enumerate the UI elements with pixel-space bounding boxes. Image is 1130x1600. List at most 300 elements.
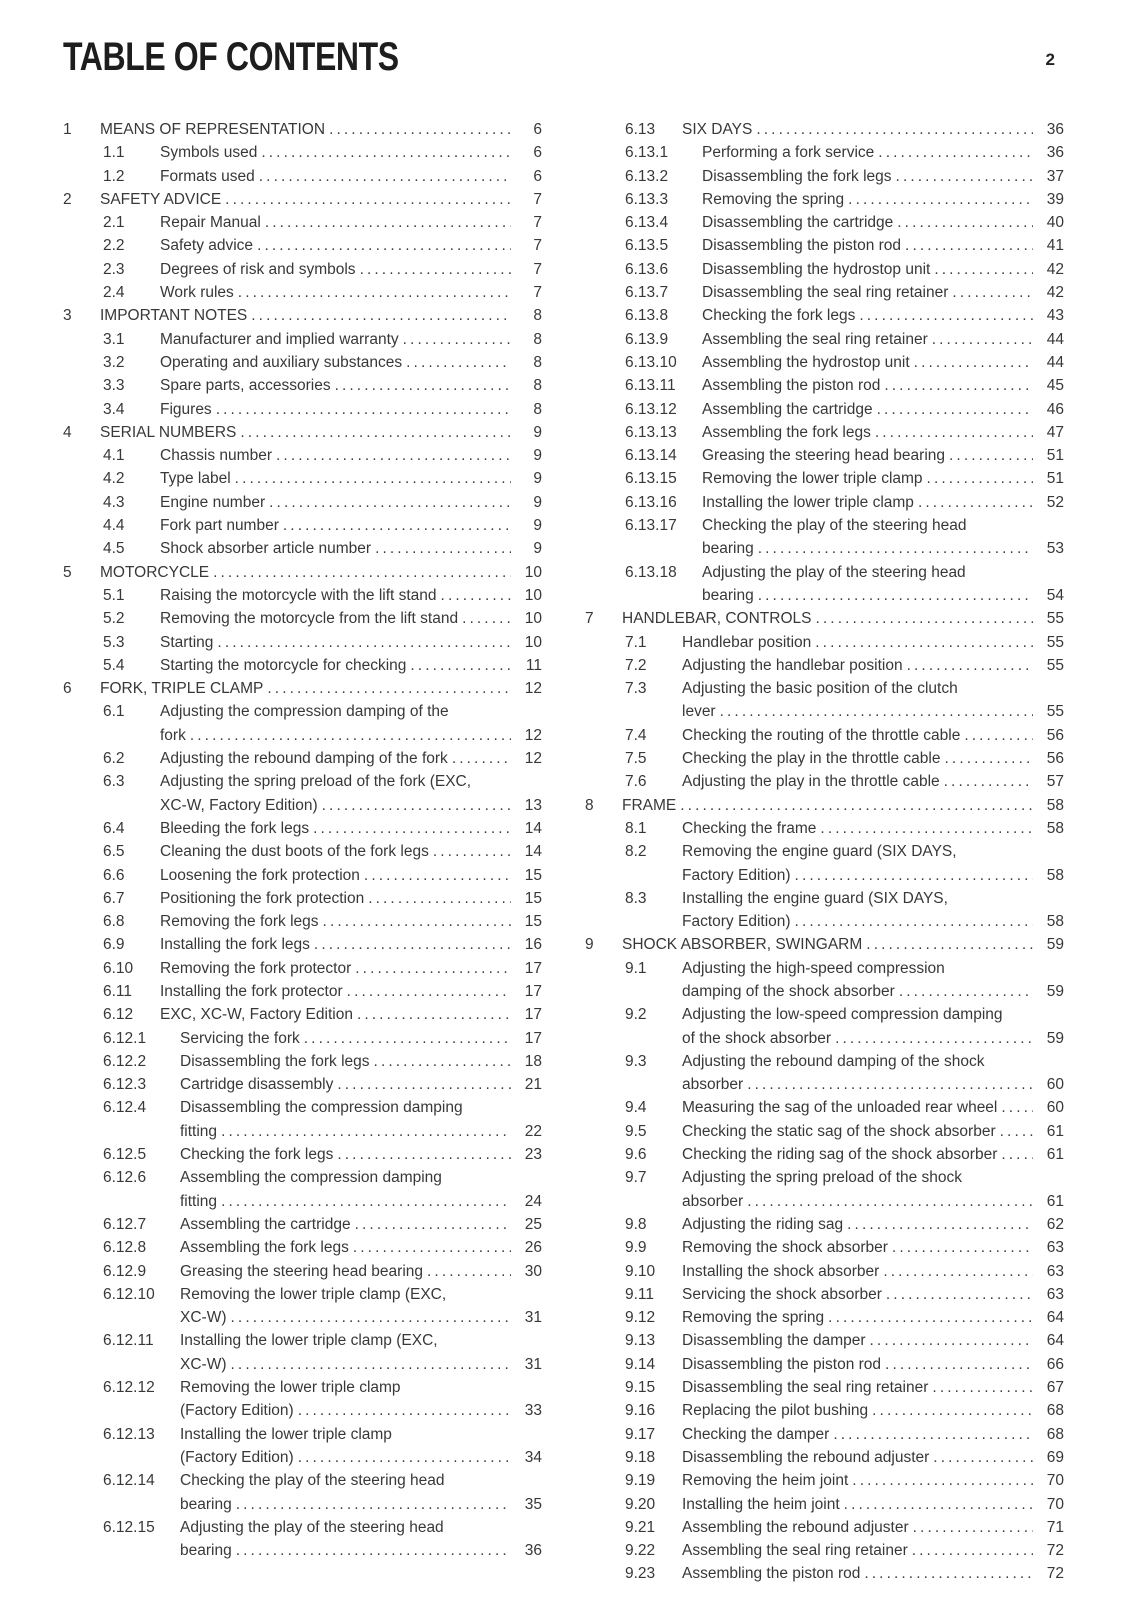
toc-entry-number: 6.12.8 <box>103 1239 147 1257</box>
toc-entry-title: Performing a fork service <box>702 144 875 162</box>
toc-entry-content <box>682 1306 1064 1329</box>
toc-entry <box>103 1283 542 1330</box>
toc-entry <box>103 747 542 770</box>
toc-entry <box>103 398 542 421</box>
toc-entry <box>625 258 1064 281</box>
dot-leader <box>240 421 511 444</box>
toc-entry-content <box>682 770 1064 793</box>
toc-entry-content <box>160 933 542 956</box>
toc-entry-page: 64 <box>1046 1332 1064 1350</box>
toc-entry-last-line <box>160 444 542 467</box>
toc-entry-last-line <box>682 1469 1064 1492</box>
toc-entry-title-wrap: Assembling the compression damping <box>180 1169 442 1187</box>
toc-entry <box>625 398 1064 421</box>
toc-entry-page: 7 <box>533 284 542 302</box>
toc-entry-content <box>682 1399 1064 1422</box>
toc-entry-title: Adjusting the handlebar position <box>682 656 903 674</box>
toc-entry-last-line <box>160 234 542 257</box>
toc-entry-page: 10 <box>524 610 542 628</box>
toc-entry-content <box>682 1469 1064 1492</box>
toc-entry-title-wrap: Removing the lower triple clamp (EXC, <box>180 1285 447 1303</box>
dot-leader <box>335 374 511 397</box>
toc-entry-page: 10 <box>524 563 542 581</box>
dot-leader <box>870 1329 1033 1352</box>
toc-entry-last-line <box>160 980 542 1003</box>
toc-entry-last-line <box>682 700 1064 723</box>
toc-entry-number: 6.13.2 <box>625 167 669 185</box>
toc-entry-content <box>702 444 1064 467</box>
toc-entry-last-line <box>702 328 1064 351</box>
toc-entry-page: 47 <box>1046 423 1064 441</box>
toc-entry-title: Checking the riding sag of the shock absorber <box>682 1146 998 1164</box>
toc-entry-number: 5.2 <box>103 610 125 628</box>
toc-entry-number: 6.13.7 <box>625 284 669 302</box>
dot-leader <box>337 1143 511 1166</box>
toc-entry-last-line <box>180 1260 542 1283</box>
toc-entry-title: IMPORTANT NOTES <box>100 307 248 325</box>
dot-leader <box>680 794 1033 817</box>
toc-entry-title: Positioning the fork protection <box>160 889 365 907</box>
toc-entry-page: 12 <box>524 726 542 744</box>
toc-entry-last-line <box>180 1073 542 1096</box>
toc-entry-content <box>702 328 1064 351</box>
dot-leader <box>217 631 511 654</box>
toc-entry <box>625 1493 1064 1516</box>
toc-entry <box>625 1399 1064 1422</box>
toc-entry-content <box>682 1562 1064 1585</box>
toc-entry-last-line <box>160 141 542 164</box>
toc-entry-number: 9.17 <box>625 1425 656 1443</box>
toc-entry-title-wrap: Installing the lower triple clamp (EXC, <box>180 1332 438 1350</box>
toc-entry-number: 9.23 <box>625 1565 656 1583</box>
dot-leader <box>932 328 1033 351</box>
dot-leader <box>314 933 511 956</box>
toc-entry-title-wrap: Checking the play of the steering head <box>180 1472 445 1490</box>
toc-entry <box>625 817 1064 840</box>
toc-entry-last-line <box>682 1329 1064 1352</box>
toc-entry-last-line <box>180 1050 542 1073</box>
toc-entry <box>63 421 542 444</box>
toc-entry-number: 7.1 <box>625 633 647 651</box>
toc-entry-page: 8 <box>533 400 542 418</box>
toc-entry-page: 7 <box>533 237 542 255</box>
toc-entry-title: Assembling the hydrostop unit <box>702 353 910 371</box>
toc-entry <box>103 141 542 164</box>
toc-entry <box>625 1260 1064 1283</box>
toc-entry-last-line <box>702 258 1064 281</box>
toc-entry-last-line <box>622 933 1064 956</box>
toc-entry <box>625 957 1064 1004</box>
toc-entry-title: Symbols used <box>160 144 258 162</box>
toc-entry-page: 55 <box>1046 610 1064 628</box>
toc-entry <box>625 561 1064 608</box>
toc-entry-title: fitting <box>180 1122 218 1140</box>
toc-entry-content <box>180 1143 542 1166</box>
toc-entry-page: 66 <box>1046 1355 1064 1373</box>
toc-entry-number: 6.13 <box>625 121 656 138</box>
toc-entry-page: 40 <box>1046 214 1064 232</box>
toc-entry <box>625 281 1064 304</box>
toc-entry-number: 6.6 <box>103 866 125 884</box>
dot-leader <box>852 1469 1033 1492</box>
toc-entry-last-line <box>682 910 1064 933</box>
toc-entry-content <box>100 677 542 700</box>
toc-entry-content <box>702 467 1064 490</box>
toc-entry-last-line <box>160 910 542 933</box>
toc-entry-last-line <box>180 1539 542 1562</box>
toc-entry-page: 31 <box>524 1309 542 1327</box>
toc-entry-page: 53 <box>1046 540 1064 558</box>
toc-entry-page: 45 <box>1046 377 1064 395</box>
toc-entry-title: Disassembling the rebound adjuster <box>682 1448 930 1466</box>
toc-entry <box>103 1516 542 1563</box>
toc-entry-number: 6.4 <box>103 819 125 837</box>
toc-entry-last-line <box>702 188 1064 211</box>
toc-entry-title: bearing <box>180 1495 232 1513</box>
dot-leader <box>899 980 1033 1003</box>
toc-entry-last-line <box>160 328 542 351</box>
toc-entry-number: 6.12.1 <box>103 1029 147 1047</box>
toc-entry-title: Removing the motorcycle from the lift stand <box>160 610 459 628</box>
dot-leader <box>848 188 1033 211</box>
toc-entry-title: Assembling the fork legs <box>702 423 871 441</box>
toc-entry-title: Safety advice <box>160 237 254 255</box>
toc-entry-number: 9.12 <box>625 1309 656 1327</box>
toc-entry <box>625 1329 1064 1352</box>
toc-entry-last-line <box>180 1027 542 1050</box>
toc-entry-page: 9 <box>533 540 542 558</box>
toc-entry-page: 34 <box>524 1448 542 1466</box>
toc-entry-number: 9.7 <box>625 1169 647 1187</box>
toc-entry-page: 58 <box>1046 913 1064 931</box>
toc-entry-page: 21 <box>524 1076 542 1094</box>
toc-entry-number: 6.12.12 <box>103 1379 155 1397</box>
toc-entry <box>103 1329 542 1376</box>
toc-entry <box>625 1283 1064 1306</box>
toc-entry-content <box>682 1423 1064 1446</box>
toc-entry-number: 3.4 <box>103 400 125 418</box>
toc-entry <box>103 1096 542 1143</box>
toc-entry-title: Disassembling the damper <box>682 1332 866 1350</box>
toc-entry-content <box>100 188 542 211</box>
toc-entry-content <box>682 1050 1064 1097</box>
toc-entry-title: FORK, TRIPLE CLAMP <box>100 680 264 698</box>
toc-entry <box>625 234 1064 257</box>
toc-entry-content <box>702 514 1064 561</box>
toc-entry <box>625 165 1064 188</box>
toc-entry-number: 6.5 <box>103 843 125 861</box>
dot-leader <box>1001 1096 1033 1119</box>
dot-leader <box>221 1190 511 1213</box>
toc-entry-content <box>682 887 1064 934</box>
toc-entry <box>625 1166 1064 1213</box>
toc-entry-title: Handlebar position <box>682 633 812 651</box>
toc-entry-title: Servicing the shock absorber <box>682 1285 882 1303</box>
toc-entry-last-line <box>682 980 1064 1003</box>
toc-entry <box>625 421 1064 444</box>
toc-entry-page: 44 <box>1046 353 1064 371</box>
toc-entry-last-line <box>160 584 542 607</box>
toc-entry-last-line <box>160 864 542 887</box>
toc-entry-title-wrap: Adjusting the basic position of the clutch <box>682 680 958 698</box>
toc-entry-title: Factory Edition) <box>682 913 791 931</box>
toc-entry-last-line <box>160 794 542 817</box>
dot-leader <box>374 1050 511 1073</box>
toc-entry-page: 54 <box>1046 586 1064 604</box>
toc-entry-content <box>682 724 1064 747</box>
toc-entry <box>625 724 1064 747</box>
toc-entry-content <box>160 374 542 397</box>
toc-entry-last-line <box>682 1399 1064 1422</box>
toc-entry-page: 63 <box>1046 1262 1064 1280</box>
toc-entry-last-line <box>160 211 542 234</box>
toc-entry-last-line <box>160 165 542 188</box>
toc-entry-title: Checking the routing of the throttle cable <box>682 726 961 744</box>
dot-leader <box>872 1399 1033 1422</box>
toc-entry-last-line <box>160 724 542 747</box>
toc-entry-page: 6 <box>533 121 542 138</box>
toc-entry-title: damping of the shock absorber <box>682 982 895 1000</box>
toc-column-left <box>63 118 542 1586</box>
toc-entry-page: 13 <box>524 796 542 814</box>
toc-entry-content <box>702 281 1064 304</box>
toc-entry-content <box>682 654 1064 677</box>
dot-leader <box>259 165 511 188</box>
toc-entry-number: 9.8 <box>625 1215 647 1233</box>
toc-entry-number: 9.3 <box>625 1052 647 1070</box>
toc-entry-last-line <box>160 887 542 910</box>
toc-entry-title-wrap: Adjusting the compression damping of the <box>160 703 449 721</box>
toc-entry-last-line <box>682 1260 1064 1283</box>
toc-entry-number: 6.13.1 <box>625 144 669 162</box>
toc-entry <box>625 1096 1064 1119</box>
toc-entry <box>103 1376 542 1423</box>
toc-entry <box>103 351 542 374</box>
dot-leader <box>322 794 511 817</box>
toc-entry-content <box>682 1213 1064 1236</box>
toc-entry <box>625 654 1064 677</box>
dot-leader <box>375 537 511 560</box>
toc-entry-number: 2.1 <box>103 214 125 232</box>
toc-entry-last-line <box>160 957 542 980</box>
toc-entry-content <box>160 234 542 257</box>
dot-leader <box>847 1213 1033 1236</box>
toc-entry <box>103 817 542 840</box>
dot-leader <box>213 561 511 584</box>
dot-leader <box>462 607 511 630</box>
toc-entry-content <box>160 654 542 677</box>
toc-entry-number: 6.2 <box>103 750 125 768</box>
toc-entry-number: 9.20 <box>625 1495 656 1513</box>
toc-entry-content <box>682 957 1064 1004</box>
toc-entry-page: 60 <box>1046 1076 1064 1094</box>
toc-entry-last-line <box>682 1027 1064 1050</box>
toc-entry <box>625 1516 1064 1539</box>
toc-entry-number: 6.1 <box>103 703 125 721</box>
toc-entry-last-line <box>702 211 1064 234</box>
dot-leader <box>833 1423 1033 1446</box>
toc-entry-page: 42 <box>1046 260 1064 278</box>
toc-entry-last-line <box>682 1516 1064 1539</box>
toc-entry-content <box>622 607 1064 630</box>
dot-leader <box>952 281 1033 304</box>
toc-entry <box>625 1446 1064 1469</box>
toc-entry <box>625 351 1064 374</box>
toc-entry-content <box>682 840 1064 887</box>
toc-entry <box>625 467 1064 490</box>
toc-entry-title: Chassis number <box>160 447 272 465</box>
toc-entry-title: bearing <box>180 1542 232 1560</box>
toc-entry <box>103 328 542 351</box>
toc-entry-number: 7.4 <box>625 726 647 744</box>
toc-entry-page: 25 <box>524 1215 542 1233</box>
dot-leader <box>410 654 511 677</box>
toc-entry-page: 51 <box>1046 447 1064 465</box>
toc-entry-title: Disassembling the fork legs <box>702 167 892 185</box>
toc-entry-title: Formats used <box>160 167 255 185</box>
toc-entry-last-line <box>682 1190 1064 1213</box>
dot-leader <box>866 933 1033 956</box>
toc-entry-title: Figures <box>160 400 212 418</box>
toc-entry-page: 68 <box>1046 1402 1064 1420</box>
toc-entry-last-line <box>180 1213 542 1236</box>
toc-entry-number: 2.3 <box>103 260 125 278</box>
toc-entry-title: lever <box>682 703 716 721</box>
toc-entry-last-line <box>160 398 542 421</box>
toc-entry-last-line <box>702 467 1064 490</box>
toc-entry-title: Removing the fork legs <box>160 913 319 931</box>
toc-entry <box>625 1143 1064 1166</box>
toc-entry <box>63 118 542 141</box>
toc-entry-content <box>160 770 542 817</box>
dot-leader <box>283 514 511 537</box>
toc-entry-title: Servicing the fork <box>180 1029 300 1047</box>
toc-entry <box>103 1027 542 1050</box>
toc-entry-last-line <box>160 491 542 514</box>
toc-entry-title: Installing the fork legs <box>160 936 310 954</box>
toc-entry-title: fitting <box>180 1192 218 1210</box>
toc-entry <box>103 700 542 747</box>
dot-leader <box>758 584 1033 607</box>
toc-entry-page: 8 <box>533 353 542 371</box>
toc-entry-content <box>160 747 542 770</box>
toc-entry-content <box>682 1096 1064 1119</box>
toc-entry-page: 59 <box>1046 1029 1064 1047</box>
toc-entry-number: 4.3 <box>103 493 125 511</box>
dot-leader <box>231 1353 512 1376</box>
toc-entry-last-line <box>160 840 542 863</box>
toc-entry-content <box>160 1003 542 1026</box>
toc-entry-title-wrap: Installing the engine guard (SIX DAYS, <box>682 889 948 907</box>
toc-entry-title-wrap: Installing the lower triple clamp <box>180 1425 392 1443</box>
toc-entry-title: Raising the motorcycle with the lift stand <box>160 586 437 604</box>
toc-entry-content <box>682 747 1064 770</box>
toc-entry-content <box>180 1283 542 1330</box>
toc-entry-title: Removing the heim joint <box>682 1472 849 1490</box>
toc-entry-content <box>702 374 1064 397</box>
dot-leader <box>276 444 511 467</box>
toc-entry-number: 6.12.10 <box>103 1285 155 1303</box>
dot-leader <box>795 864 1033 887</box>
dot-leader <box>815 607 1033 630</box>
toc-entry-title: Engine number <box>160 493 266 511</box>
toc-entry <box>625 328 1064 351</box>
toc-entry-number: 9.10 <box>625 1262 656 1280</box>
toc-entry-page: 68 <box>1046 1425 1064 1443</box>
dot-leader <box>884 374 1033 397</box>
toc-entry <box>625 1306 1064 1329</box>
toc-entry <box>103 1469 542 1516</box>
toc-entry-number: 9.5 <box>625 1122 647 1140</box>
toc-entry-title: Removing the lower triple clamp <box>702 470 923 488</box>
toc-entry-page: 9 <box>533 470 542 488</box>
toc-entry-title: XC-W) <box>180 1309 227 1327</box>
dot-leader <box>433 840 511 863</box>
toc-entry-title: Adjusting the rebound damping of the fork <box>160 750 448 768</box>
toc-entry-title: MEANS OF REPRESENTATION <box>100 121 326 138</box>
dot-leader <box>944 770 1033 793</box>
toc-entry <box>103 770 542 817</box>
toc-entry-number: 1 <box>63 121 72 138</box>
toc-entry-title: EXC, XC-W, Factory Edition <box>160 1006 353 1024</box>
toc-entry-page: 8 <box>533 330 542 348</box>
toc-entry-number: 6.13.6 <box>625 260 669 278</box>
toc-entry-last-line <box>702 281 1064 304</box>
toc-entry-last-line <box>702 444 1064 467</box>
toc-entry-title-wrap: Removing the engine guard (SIX DAYS, <box>682 843 957 861</box>
toc-entry-page: 36 <box>524 1542 542 1560</box>
toc-entry-number: 9.1 <box>625 959 647 977</box>
toc-entry-title: Installing the shock absorber <box>682 1262 880 1280</box>
toc-entry-title-wrap: Disassembling the compression damping <box>180 1099 463 1117</box>
toc-entry-content <box>160 537 542 560</box>
toc-entry-page: 10 <box>524 633 542 651</box>
toc-entry-number: 6.12.9 <box>103 1262 147 1280</box>
toc-entry-page: 7 <box>533 214 542 232</box>
toc-entry <box>625 887 1064 934</box>
dot-leader <box>795 910 1033 933</box>
toc-entry-content <box>702 304 1064 327</box>
toc-entry-title: Assembling the piston rod <box>702 377 881 395</box>
toc-entry <box>625 1003 1064 1050</box>
toc-entry-number: 9.4 <box>625 1099 647 1117</box>
toc-entry-last-line <box>180 1353 542 1376</box>
toc-entry-title: Operating and auxiliary substances <box>160 353 403 371</box>
toc-entry <box>103 444 542 467</box>
toc-entry-number: 6.12.6 <box>103 1169 147 1187</box>
toc-entry-title: (Factory Edition) <box>180 1402 294 1420</box>
toc-entry-number: 9.13 <box>625 1332 656 1350</box>
toc-entry-page: 14 <box>524 843 542 861</box>
toc-entry <box>103 607 542 630</box>
toc-entry <box>103 1073 542 1096</box>
toc-entry-last-line <box>100 561 542 584</box>
toc-entry-number: 9.22 <box>625 1542 656 1560</box>
toc-entry-content <box>160 211 542 234</box>
toc-entry <box>625 141 1064 164</box>
toc-entry-content <box>180 1423 542 1470</box>
toc-entry <box>625 1120 1064 1143</box>
page-header <box>63 35 1065 79</box>
toc-entry-last-line <box>180 1306 542 1329</box>
toc-entry-last-line <box>180 1493 542 1516</box>
dot-leader <box>877 398 1033 421</box>
toc-entry-number: 2.2 <box>103 237 125 255</box>
toc-entry-title: SHOCK ABSORBER, SWINGARM <box>622 936 863 954</box>
toc-entry-last-line <box>100 421 542 444</box>
dot-leader <box>355 1213 511 1236</box>
toc-entry-last-line <box>160 817 542 840</box>
